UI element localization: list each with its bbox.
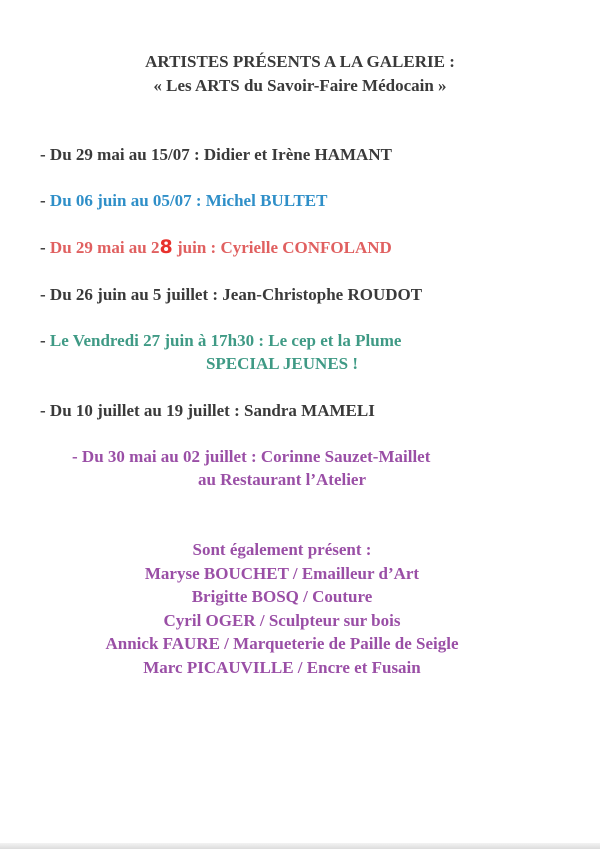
entry-roudot: [40, 283, 422, 306]
header-title: ARTISTES PRÉSENTS A LA GALERIE :: [145, 52, 455, 71]
entry-dash: -: [40, 285, 50, 304]
entry-text: Du 26 juin au 5 juillet : Jean-Christophe ROUDOT: [49, 285, 423, 304]
entry-text-after: juin : Cyrielle CONFOLAND: [172, 238, 392, 257]
entry-sauzet-maillet: [72, 445, 430, 468]
entry-text: Le Vendredi 27 juin à 17h30 : Le cep et la Plume: [49, 331, 402, 350]
artist-line: Maryse BOUCHET / Emailleur d’Art: [144, 563, 420, 583]
artist-line: Annick FAURE / Marqueterie de Paille de Seigle: [105, 634, 459, 653]
entry-text: Du 29 mai au 15/07 : Didier et Irène HAMANT: [49, 145, 392, 164]
entry-bultet: [40, 189, 327, 212]
also-present-section: [0, 538, 564, 679]
artist-line: Marc PICAUVILLE / Encre et Fusain: [143, 657, 421, 677]
entry-text-before: Du 29 mai au 2: [49, 238, 160, 257]
entry-dash: -: [40, 401, 50, 420]
entry-dash: -: [40, 145, 50, 164]
entry-confoland: [40, 236, 392, 259]
entry-cep-plume: [40, 329, 401, 352]
entry-text: Du 30 mai au 02 juillet : Corinne Sauzet-Maillet: [81, 447, 431, 466]
entry-dash: -: [40, 191, 50, 210]
entry-dash: -: [40, 238, 50, 257]
artist-line: Brigitte BOSQ / Couture: [191, 587, 373, 606]
header: [0, 50, 600, 98]
entry-hamant: [40, 143, 392, 166]
entry-highlight-digit: 8: [159, 236, 173, 258]
entry-cep-plume-line2: SPECIAL JEUNES !: [205, 354, 359, 373]
header-subtitle: « Les ARTS du Savoir-Faire Médocain »: [153, 76, 447, 95]
entry-mameli: [40, 399, 375, 422]
also-present-heading: Sont également présent :: [192, 540, 372, 559]
entry-dash: -: [40, 331, 50, 350]
page-bottom-edge: [0, 843, 600, 849]
entry-sauzet-maillet-line2: au Restaurant l’Atelier: [197, 470, 367, 489]
artist-line: Cyril OGER / Sculpteur sur bois: [163, 610, 401, 630]
entry-dash: -: [72, 447, 82, 466]
entry-text: Du 06 juin au 05/07 : Michel BULTET: [49, 191, 328, 210]
entry-text: Du 10 juillet au 19 juillet : Sandra MAMELI: [49, 401, 375, 420]
